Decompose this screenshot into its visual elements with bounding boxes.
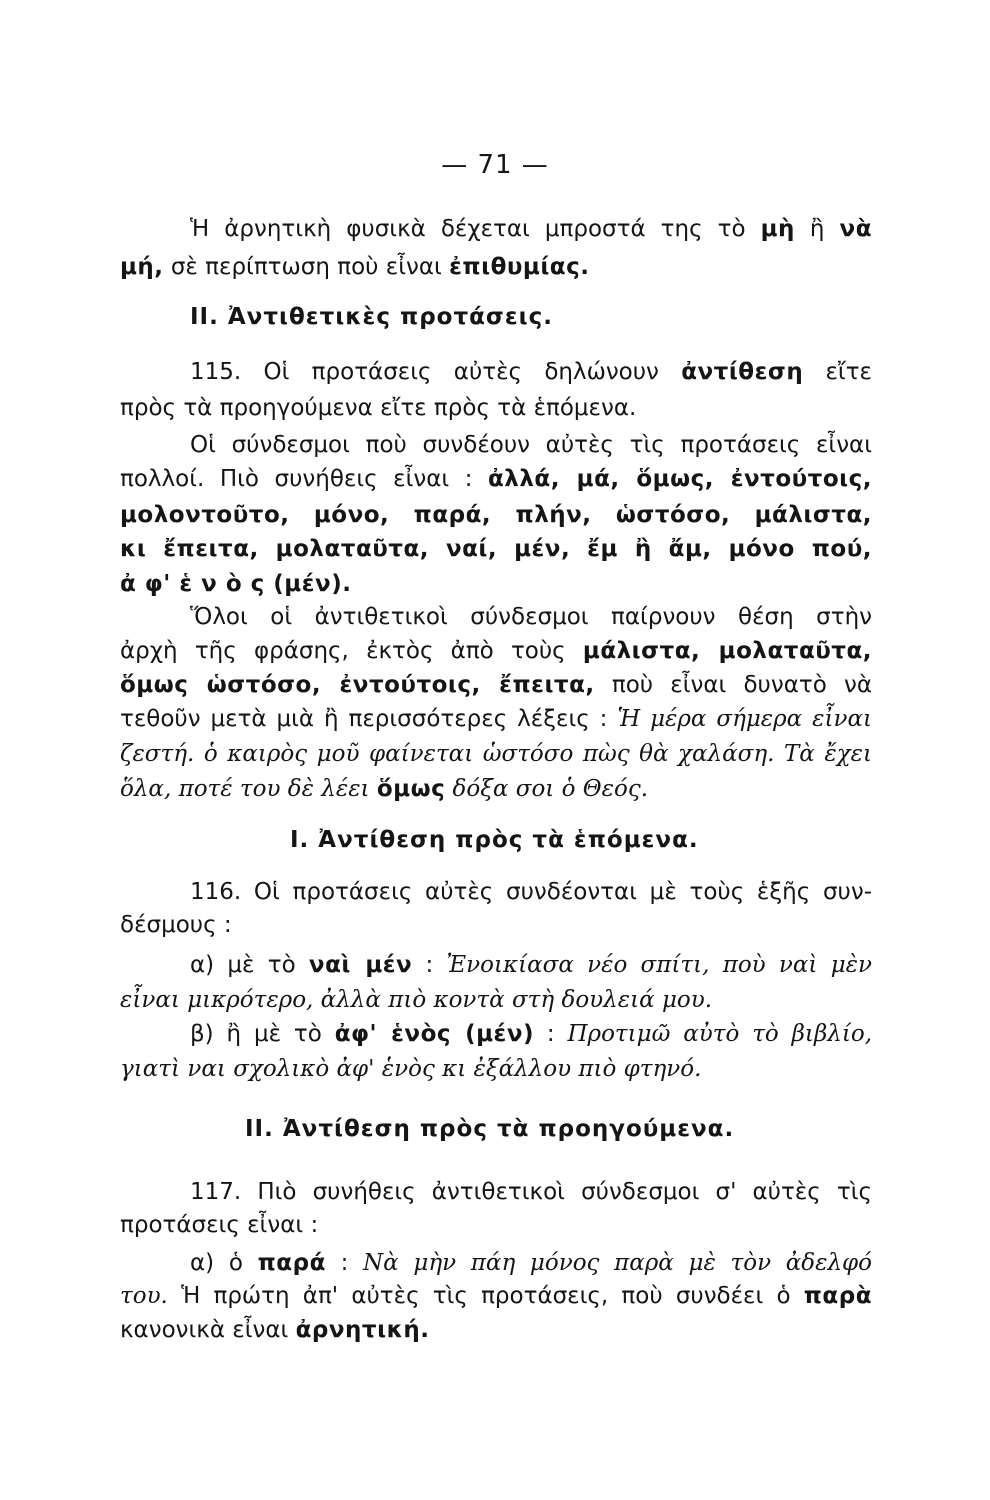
text-line: α) μὲ τὸ ναὶ μέν : Ἐνοικίασα νέο σπίτι, ποὺ ναὶ μὲν <box>190 952 872 978</box>
text-line: μολοντοῦτο, μόνο, παρά, πλήν, ὡστόσο, μάλιστα, <box>120 502 872 528</box>
text-line: 117. Πιὸ συνήθεις ἀντιθετικοὶ σύνδεσμοι σ' αὐτὲς τὶς <box>190 1179 872 1205</box>
text-line: 115. Οἱ προτάσεις αὐτὲς δηλώνουν ἀντίθεση εἴτε <box>190 359 872 385</box>
text-line: δέσμους : <box>120 912 232 938</box>
text-line: πολλοί. Πιὸ συνήθεις εἶναι : ἀλλά, μά, ὅμως, ἐντούτοις, <box>120 466 872 492</box>
text-line: ὅμως ὡστόσο, ἐντούτοις, ἔπειτα, ποὺ εἶναι δυνατὸ νὰ <box>120 672 873 698</box>
text-line: πρὸς τὰ προηγούμενα εἴτε πρὸς τὰ ἑπόμενα. <box>120 395 637 421</box>
text-line: Ἡ ἀρνητικὴ φυσικὰ δέχεται μπροστά της τὸ μὴ ἢ νὰ <box>190 216 872 242</box>
text-line: 116. Οἱ προτάσεις αὐτὲς συνδέονται μὲ τοὺς ἑξῆς συν- <box>190 879 872 905</box>
text-line: του. Ἡ πρώτη ἀπ' αὐτὲς τὶς προτάσεις, ποὺ συνδέει ὁ παρὰ <box>120 1283 872 1309</box>
text-line: μή, σὲ περίπτωση ποὺ εἶναι ἐπιθυμίας. <box>120 254 590 280</box>
section-heading: I. Ἀντίθεση πρὸς τὰ ἑπόμενα. <box>290 827 699 853</box>
text-line: α) ὁ παρά : Νὰ μὴν πάη μόνος παρὰ μὲ τὸν ἀδελφό <box>190 1250 873 1276</box>
text-line: προτάσεις εἶναι : <box>120 1212 319 1238</box>
section-heading: II. Ἀντίθεση πρὸς τὰ προηγούμενα. <box>245 1116 735 1142</box>
text-line: κανονικὰ εἶναι ἀρνητική. <box>120 1317 430 1343</box>
text-line: ὅλα, ποτέ του δὲ λέει ὅμως δόξα σοι ὁ Θεός. <box>120 776 649 802</box>
text-line: Οἱ σύνδεσμοι ποὺ συνδέουν αὐτὲς τὶς προτάσεις εἶναι <box>190 432 872 458</box>
text-line: εἶναι μικρότερο, ἀλλὰ πιὸ κοντὰ στὴ δουλειά μου. <box>120 987 713 1013</box>
text-line: τεθοῦν μετὰ μιὰ ἢ περισσότερες λέξεις : Ἡ μέρα σήμερα εἶναι <box>120 706 873 732</box>
text-line: β) ἢ μὲ τὸ ἀφ' ἑνὸς (μέν) : Προτιμῶ αὐτὸ τὸ βιβλίο, <box>190 1021 873 1047</box>
text-line: γιατὶ ναι σχολικὸ ἀφ' ἑνὸς κι ἐξάλλου πιὸ φτηνό. <box>120 1056 702 1082</box>
text-line: κι ἔπειτα, μολαταῦτα, ναί, μέν, ἔμ ἢ ἄμ, μόνο πού, <box>120 536 872 562</box>
page-number: — 71 — <box>441 150 549 180</box>
text-line: Ὅλοι οἱ ἀντιθετικοὶ σύνδεσμοι παίρνουν θέση στὴν <box>190 604 872 630</box>
section-heading: II. Ἀντιθετικὲς προτάσεις. <box>190 304 553 330</box>
text-line: ἀ φ' ἑ ν ὸ ς (μέν). <box>120 571 352 597</box>
text-line: ζεστή. ὁ καιρὸς μοῦ φαίνεται ὡστόσο πὼς θὰ χαλάση. Τὰ ἔχει <box>120 741 872 767</box>
text-line: ἀρχὴ τῆς φράσης, ἐκτὸς ἀπὸ τοὺς μάλιστα, μολαταῦτα, <box>120 638 872 664</box>
